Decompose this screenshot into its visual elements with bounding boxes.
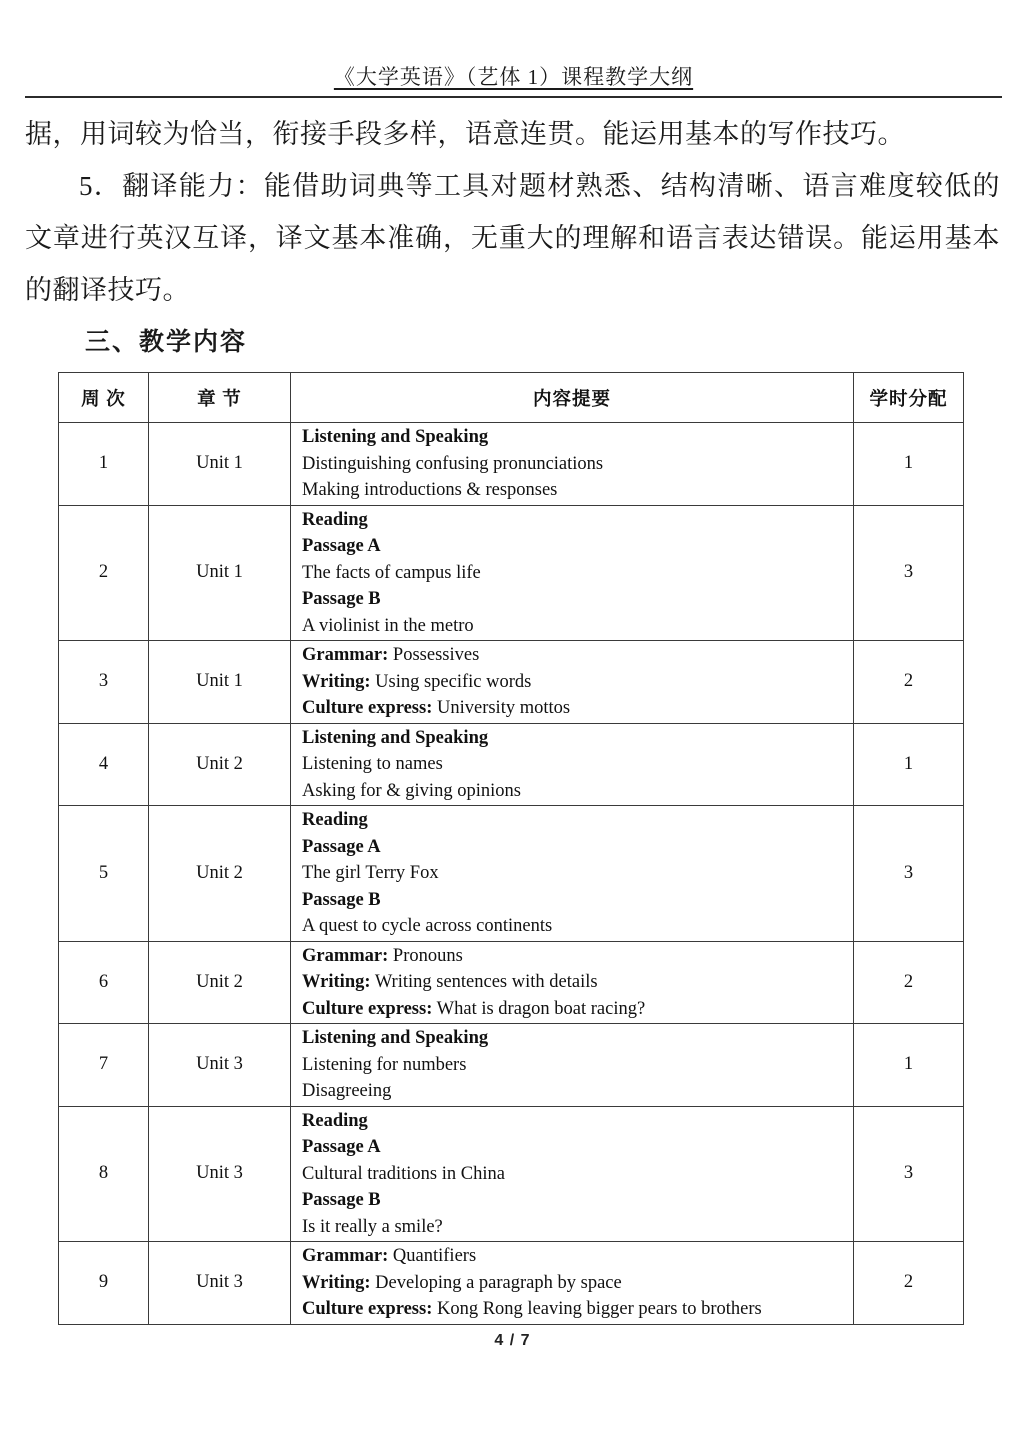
hours-cell: 1 — [854, 423, 964, 506]
table-row — [59, 423, 964, 506]
content-line: Asking for & giving opinions — [302, 780, 521, 801]
hours-cell: 3 — [854, 1106, 964, 1242]
content-cell — [291, 723, 854, 806]
content-line: Listening to names — [302, 754, 443, 774]
content-line: Listening for numbers — [302, 1054, 467, 1075]
content-line: A quest to cycle across continents — [302, 916, 553, 936]
content-line: Distinguishing confusing pronunciations — [302, 453, 604, 474]
table-row — [59, 1106, 964, 1242]
content-line: The facts of campus life — [302, 562, 481, 583]
content-cell — [291, 423, 854, 506]
content-line: The girl Terry Fox — [302, 863, 439, 883]
content-line: Is it really a smile? — [302, 1216, 443, 1237]
hours-cell: 1 — [854, 723, 964, 806]
column-header-chapter: 章 节 — [149, 373, 291, 423]
content-line: Disagreeing — [302, 1081, 392, 1101]
section-heading-teaching-content: 三、教学内容 — [85, 329, 248, 356]
week-cell: 2 — [59, 505, 149, 641]
unit-cell: Unit 1 — [149, 505, 291, 641]
content-line: Making introductions & responses — [302, 480, 558, 500]
week-cell: 4 — [59, 723, 149, 806]
week-cell: 7 — [59, 1024, 149, 1107]
content-line: Reading — [302, 509, 368, 530]
content-line: Passage B — [302, 1190, 381, 1210]
content-cell — [291, 941, 854, 1024]
teaching-content-table — [58, 372, 964, 1325]
hours-cell: 3 — [854, 806, 964, 942]
content-line: A violinist in the metro — [302, 615, 474, 636]
hours-cell: 1 — [854, 1024, 964, 1107]
page-number: 4 / 7 — [494, 1331, 531, 1349]
table-row — [59, 641, 964, 724]
unit-cell: Unit 2 — [149, 941, 291, 1024]
unit-cell: Unit 2 — [149, 723, 291, 806]
content-line: Culture express: University mottos — [302, 698, 571, 718]
unit-cell: Unit 3 — [149, 1024, 291, 1107]
content-line: Culture express: Kong Rong leaving bigger pears to brothers — [302, 1299, 762, 1319]
table-row — [59, 1242, 964, 1325]
content-line: Passage A — [302, 836, 381, 857]
content-line: Passage B — [302, 589, 381, 609]
content-line: Cultural traditions in China — [302, 1163, 505, 1184]
paragraph-translation-ability: 5．翻译能力：能借助词典等工具对题材熟悉、结构清晰、语言难度较低的文章进行英汉互译，译文基本准确，无重大的理解和语言表达错误。能运用基本的翻译技巧。 — [25, 171, 1000, 305]
content-line: Grammar: Quantifiers — [302, 1246, 477, 1266]
content-line: Passage A — [302, 1137, 381, 1157]
week-cell: 5 — [59, 806, 149, 942]
table-row — [59, 723, 964, 806]
table-body — [59, 423, 964, 1325]
week-cell: 1 — [59, 423, 149, 506]
hours-cell: 2 — [854, 1242, 964, 1325]
content-cell — [291, 641, 854, 724]
table-row — [59, 1024, 964, 1107]
document-title: 《大学英语》（艺体 1）课程教学大纲 — [333, 65, 694, 89]
unit-cell: Unit 2 — [149, 806, 291, 942]
content-line: Passage B — [302, 889, 381, 910]
content-line: Reading — [302, 810, 368, 830]
page-header — [25, 0, 1002, 98]
content-cell — [291, 1242, 854, 1325]
content-line: Passage A — [302, 536, 381, 556]
column-header-week: 周 次 — [59, 373, 149, 423]
hours-cell: 2 — [854, 941, 964, 1024]
table-row — [59, 806, 964, 942]
content-line: Listening and Speaking — [302, 1028, 489, 1048]
hours-cell: 3 — [854, 505, 964, 641]
content-line: Reading — [302, 1110, 368, 1131]
content-cell — [291, 1106, 854, 1242]
content-cell — [291, 505, 854, 641]
column-header-hours: 学时分配 — [854, 373, 964, 423]
content-line: Writing: Developing a paragraph by space — [302, 1272, 622, 1293]
content-line: Grammar: Possessives — [302, 645, 480, 665]
week-cell: 8 — [59, 1106, 149, 1242]
week-cell: 9 — [59, 1242, 149, 1325]
column-header-content-summary: 内容提要 — [291, 373, 854, 423]
content-cell — [291, 1024, 854, 1107]
unit-cell: Unit 3 — [149, 1242, 291, 1325]
content-cell — [291, 806, 854, 942]
table-row — [59, 941, 964, 1024]
unit-cell: Unit 1 — [149, 641, 291, 724]
hours-cell: 2 — [854, 641, 964, 724]
content-line: Listening and Speaking — [302, 727, 489, 748]
table-header-row — [59, 373, 964, 423]
content-line: Writing: Writing sentences with details — [302, 972, 598, 992]
unit-cell: Unit 3 — [149, 1106, 291, 1242]
paragraph-writing-continuation: 据，用词较为恰当，衔接手段多样，语意连贯。能运用基本的写作技巧。 — [25, 119, 905, 149]
week-cell: 6 — [59, 941, 149, 1024]
content-line: Writing: Using specific words — [302, 671, 532, 692]
document-body — [25, 108, 1000, 1350]
unit-cell: Unit 1 — [149, 423, 291, 506]
table-row — [59, 505, 964, 641]
week-cell: 3 — [59, 641, 149, 724]
content-line: Grammar: Pronouns — [302, 945, 463, 966]
content-line: Culture express: What is dragon boat racing? — [302, 998, 646, 1019]
content-line: Listening and Speaking — [302, 427, 489, 447]
